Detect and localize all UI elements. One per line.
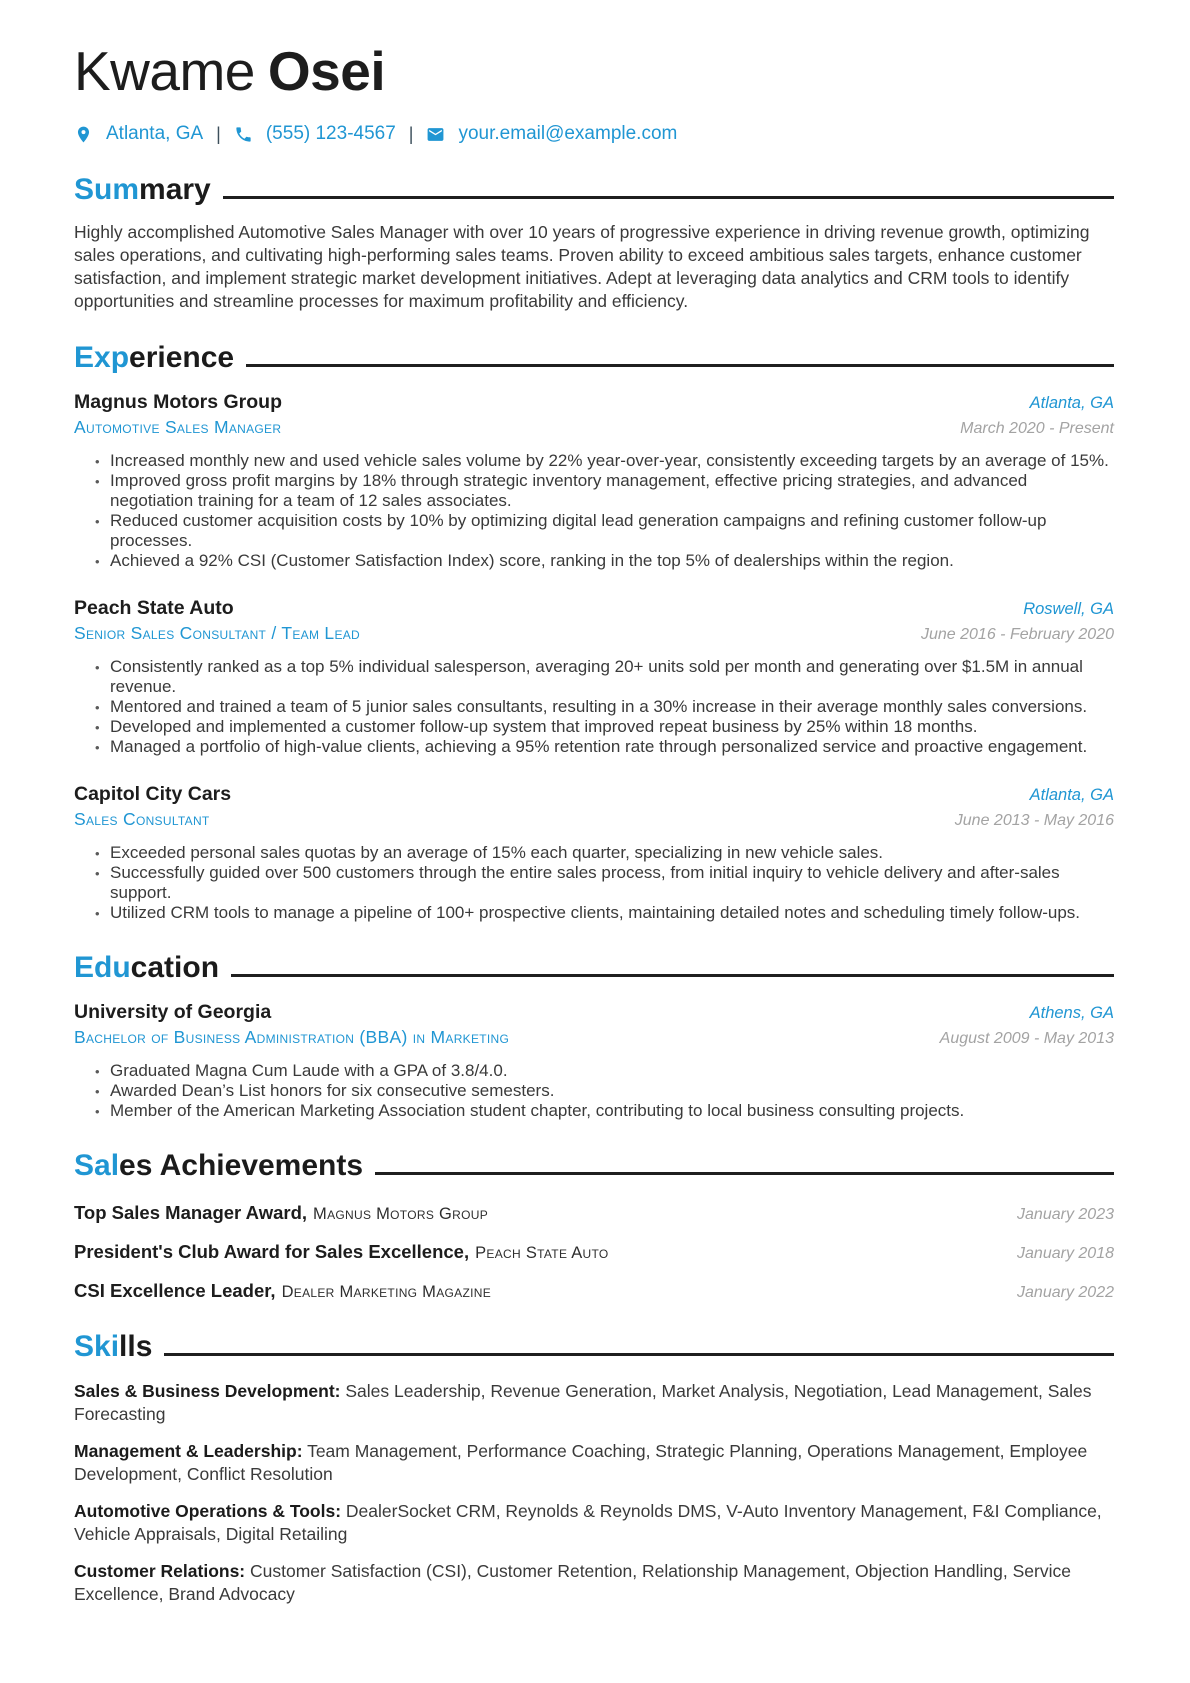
section-rule — [246, 364, 1114, 367]
achievement-row — [74, 1202, 1114, 1224]
section-rule — [164, 1353, 1114, 1356]
achievement-date: January 2023 — [1017, 1206, 1114, 1224]
achievement-comma: , — [270, 1280, 276, 1302]
entry-location: Atlanta, GA — [1029, 394, 1114, 413]
entry-dates: March 2020 - Present — [960, 420, 1114, 438]
skill-group-items: Sales Leadership, Revenue Generation, Market Analysis, Negotiation, Lead Management, Sales Forecasting — [74, 1381, 1092, 1425]
entry-bullets — [74, 843, 1114, 923]
skill-group — [74, 1440, 1114, 1486]
section-heading-experience — [74, 341, 1114, 374]
experience-list — [74, 391, 1114, 923]
contact-bar — [74, 123, 1114, 145]
entry-subtitle: Sales Consultant — [74, 809, 210, 830]
achievement-comma: , — [463, 1241, 470, 1263]
entry-bullets — [74, 1061, 1114, 1121]
skill-group — [74, 1500, 1114, 1546]
entry-title: University of Georgia — [74, 1001, 272, 1024]
achievement-org: Magnus Motors Group — [313, 1205, 489, 1224]
achievement-date: January 2018 — [1017, 1245, 1114, 1263]
bullet-item: • Reduced customer acquisition costs by 10% by optimizing digital lead generation campaigns and refining customer follow-up processes. — [110, 511, 1114, 551]
entry-subtitle: Automotive Sales Manager — [74, 417, 282, 438]
section-rule — [375, 1172, 1114, 1175]
entry-location: Roswell, GA — [1023, 600, 1114, 619]
candidate-first-name: Kwame — [74, 40, 255, 102]
skill-group-items: Customer Satisfaction (CSI), Customer Retention, Relationship Management, Objection Handling, Service Excellence, Brand Advocacy — [74, 1561, 1071, 1605]
section-rule — [231, 974, 1114, 977]
entry-dates: August 2009 - May 2013 — [939, 1030, 1114, 1048]
experience-entry — [74, 783, 1114, 923]
entry-title: Capitol City Cars — [74, 783, 232, 806]
section-heading-achievements — [74, 1149, 1114, 1182]
entry-bullets — [74, 657, 1114, 757]
bullet-item: • Consistently ranked as a top 5% individual salesperson, averaging 20+ units sold per month and generating over $1.5M in annual revenue. — [110, 657, 1114, 697]
achievements-list — [74, 1202, 1114, 1302]
bullet-item: • Utilized CRM tools to manage a pipeline of 100+ prospective clients, maintaining detailed notes and scheduling timely follow-ups. — [110, 903, 1114, 923]
entry-location: Atlanta, GA — [1029, 786, 1114, 805]
section-heading-skills — [74, 1330, 1114, 1363]
achievement-title: CSI Excellence Leader — [74, 1280, 271, 1302]
experience-entry — [74, 391, 1114, 571]
contact-separator: | — [216, 123, 221, 144]
experience-entry — [74, 597, 1114, 757]
skill-group — [74, 1560, 1114, 1606]
skill-group-items: Team Management, Performance Coaching, Strategic Planning, Operations Management, Employee Development, Conflict Resolution — [74, 1441, 1088, 1485]
entry-subtitle: Bachelor of Business Administration (BBA) in Marketing — [74, 1027, 510, 1048]
bullet-item: • Graduated Magna Cum Laude with a GPA of 3.8/4.0. — [110, 1061, 1114, 1081]
education-entry — [74, 1001, 1114, 1121]
entry-dates: June 2016 - February 2020 — [920, 626, 1114, 644]
achievement-title: Top Sales Manager Award — [74, 1202, 302, 1224]
achievement-label — [74, 1241, 609, 1263]
section-title: Education — [74, 951, 220, 985]
bullet-item: • Mentored and trained a team of 5 junior sales consultants, resulting in a 30% increase in their average monthly sales conversions. — [110, 697, 1114, 717]
skill-group — [74, 1380, 1114, 1426]
entry-header-row — [74, 1001, 1114, 1024]
achievement-org: Peach State Auto — [475, 1244, 609, 1263]
contact-email: your.email@example.com — [458, 123, 678, 145]
entry-title: Peach State Auto — [74, 597, 234, 620]
achievement-comma: , — [301, 1202, 308, 1224]
entry-subtitle: Senior Sales Consultant / Team Lead — [74, 623, 361, 644]
envelope-icon — [426, 125, 445, 144]
achievement-row — [74, 1280, 1114, 1302]
section-title: Experience — [74, 341, 235, 375]
entry-header-row — [74, 391, 1114, 414]
achievement-row — [74, 1241, 1114, 1263]
location-pin-icon — [74, 125, 93, 144]
entry-bullets — [74, 451, 1114, 571]
bullet-item: • Achieved a 92% CSI (Customer Satisfaction Index) score, ranking in the top 5% of dealerships within the region. — [110, 551, 1114, 571]
section-title: Skills — [74, 1330, 153, 1364]
entry-subtitle-row — [74, 620, 1114, 644]
candidate-last-name: Osei — [267, 40, 386, 102]
education-list — [74, 1001, 1114, 1121]
section-title: Sales Achievements — [74, 1149, 364, 1183]
section-heading-summary — [74, 173, 1114, 206]
skill-group-label: Automotive Operations & Tools: — [74, 1501, 342, 1522]
achievement-label — [74, 1202, 488, 1224]
skill-group-label: Management & Leadership: — [74, 1441, 303, 1462]
skill-group-label: Customer Relations: — [74, 1561, 246, 1582]
entry-subtitle-row — [74, 1024, 1114, 1048]
section-title: Summary — [74, 173, 211, 207]
entry-subtitle-row — [74, 414, 1114, 438]
skill-group-label: Sales & Business Development: — [74, 1381, 341, 1402]
section-heading-education — [74, 951, 1114, 984]
skill-group-items: DealerSocket CRM, Reynolds & Reynolds DMS, V-Auto Inventory Management, F&I Compliance, Vehicle Appraisals, Digital Retailing — [74, 1501, 1102, 1545]
bullet-item: • Increased monthly new and used vehicle sales volume by 22% year-over-year, consistently exceeding targets by an average of 15%. — [110, 451, 1114, 471]
section-rule — [223, 196, 1114, 199]
achievement-org: Dealer Marketing Magazine — [281, 1283, 492, 1302]
entry-dates: June 2013 - May 2016 — [954, 812, 1114, 830]
entry-subtitle-row — [74, 806, 1114, 830]
bullet-item: • Exceeded personal sales quotas by an average of 15% each quarter, specializing in new vehicle sales. — [110, 843, 1114, 863]
bullet-item: • Developed and implemented a customer follow-up system that improved repeat business by 25% within 18 months. — [110, 717, 1114, 737]
bullet-item: • Successfully guided over 500 customers through the entire sales process, from initial inquiry to vehicle delivery and after-sales support. — [110, 863, 1114, 903]
bullet-item: • Member of the American Marketing Association student chapter, contributing to local business consulting projects. — [110, 1101, 1114, 1121]
bullet-item: • Managed a portfolio of high-value clients, achieving a 95% retention rate through personalized service and proactive engagement. — [110, 737, 1114, 757]
achievement-date: January 2022 — [1017, 1284, 1114, 1302]
skills-list — [74, 1380, 1114, 1606]
bullet-item: • Awarded Dean’s List honors for six consecutive semesters. — [110, 1081, 1114, 1101]
candidate-name — [74, 42, 1114, 101]
summary-text: Highly accomplished Automotive Sales Manager with over 10 years of progressive experience in driving revenue growth, optimizing sales operations, and cultivating high-performing sales teams. Proven ability to exceed ambitious sales targets, enhance customer satisfaction, and implement strategic market development initiatives. Adept at leveraging data analytics and CRM tools to identify opportunities and streamline processes for maximum profitability and efficiency. — [74, 222, 1090, 312]
contact-separator: | — [408, 123, 414, 144]
entry-header-row — [74, 783, 1114, 806]
contact-location: Atlanta, GA — [106, 123, 204, 145]
entry-title: Magnus Motors Group — [74, 391, 282, 414]
phone-icon — [234, 125, 253, 144]
entry-header-row — [74, 597, 1114, 620]
entry-location: Athens, GA — [1029, 1004, 1114, 1023]
achievement-label — [74, 1280, 491, 1302]
bullet-item: • Improved gross profit margins by 18% through strategic inventory management, effective pricing strategies, and advanced negotiation training for a team of 12 sales associates. — [110, 471, 1114, 511]
achievement-title: President's Club Award for Sales Excellence — [74, 1241, 464, 1263]
contact-phone: (555) 123-4567 — [265, 123, 396, 145]
